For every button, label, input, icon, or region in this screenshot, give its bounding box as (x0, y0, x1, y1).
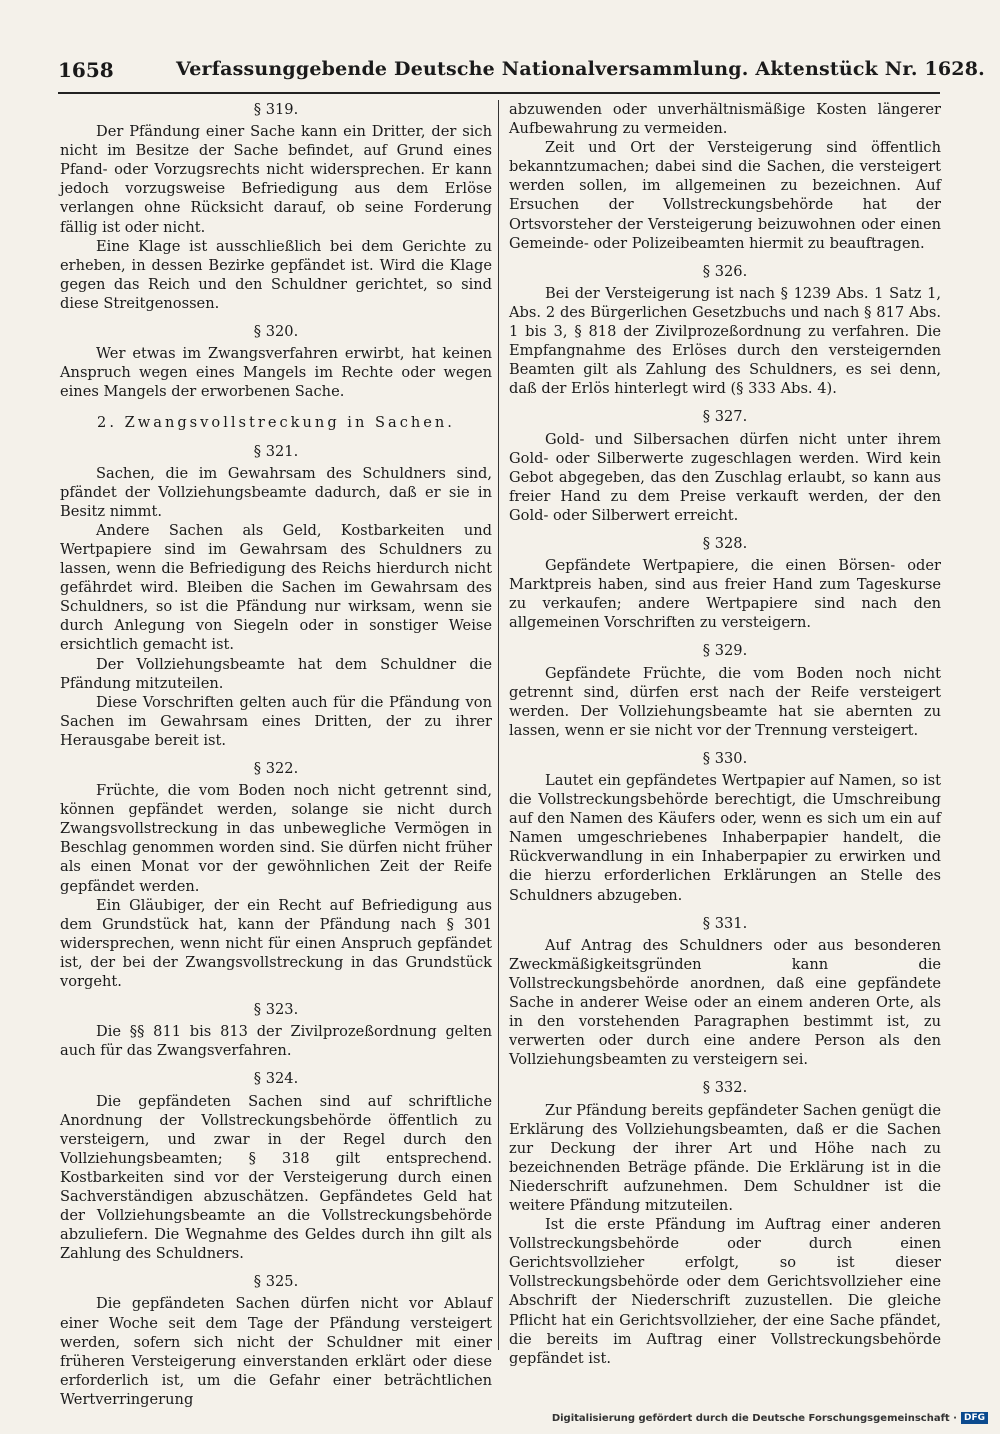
paragraph: Wer etwas im Zwangsverfahren erwirbt, hat keinen Anspruch wegen eines Mangels im Rechte oder wegen eines Mangels der erworbenen Sache. (60, 345, 492, 401)
paragraph: Diese Vorschriften gelten auch für die Pfändung von Sachen im Gewahrsam eines Dritten, der zu ihrer Herausgabe bereit ist. (60, 693, 492, 749)
paragraph: Gepfändete Wertpapiere, die einen Börsen- oder Marktpreis haben, sind aus freier Hand zum Tageskurse zu verkaufen; andere Wertpapiere sind nach den allgemeinen Vorschriften zu versteigern. (509, 557, 941, 632)
left-column (60, 100, 492, 1409)
section-heading: § 323. (253, 1001, 299, 1019)
paragraph: Eine Klage ist ausschließlich bei dem Gerichte zu erheben, in dessen Bezirke gepfändet ist. Wird die Klage gegen das Reich und den Schuldner gerichtet, so sind diese Streitgenossen. (60, 237, 492, 312)
section-heading: § 319. (253, 101, 299, 118)
section-heading: § 320. (253, 323, 299, 341)
chapter-heading: 2. Zwangsvollstreckung in Sachen. (97, 414, 455, 432)
section-heading: § 332. (702, 1079, 748, 1097)
footer-credit: Digitalisierung gefördert durch die Deutsche Forschungsgemeinschaft · (551, 1412, 957, 1424)
right-column (509, 100, 941, 1368)
page-header (58, 56, 985, 94)
paragraph: Die §§ 811 bis 813 der Zivilprozeßordnung gelten auch für das Zwangsverfahren. (60, 1023, 492, 1060)
paragraph: Ein Gläubiger, der ein Recht auf Befriedigung aus dem Grundstück hat, kann der Pfändung nach § 301 widersprechen, wenn nicht für einen Anspruch gepfändet ist, der bei der Zwangsvollstreckung in das Grundstück vorgeht. (60, 896, 492, 991)
paragraph: Auf Antrag des Schuldners oder aus besonderen Zweckmäßigkeitsgründen kann die Vollstreckungsbehörde anordnen, daß eine gepfändete Sache in anderer Weise oder an einem anderen Orte, als in den vorstehenden Paragraphen bestimmt ist, zu verwerten oder durch eine andere Person als den Vollziehungsbeamten zu versteigern sei. (509, 936, 941, 1069)
section-heading: § 330. (702, 749, 748, 767)
section-heading: § 329. (702, 642, 748, 660)
paragraph: Andere Sachen als Geld, Kostbarkeiten und Wertpapiere sind im Gewahrsam des Schuldners zu lassen, wenn die Befriedigung des Reichs hierdurch nicht gefährdet wird. Bleiben die Sachen im Gewahrsam des Schuldners, so ist die Pfändung nur wirksam, wenn sie durch Anlegung von Siegeln oder in sonstiger Weise ersichtlich gemacht ist. (60, 521, 492, 654)
section-heading: § 321. (253, 442, 299, 460)
column-divider (498, 100, 499, 1350)
paragraph: Ist die erste Pfändung im Auftrag einer anderen Vollstreckungsbehörde oder durch einen Gerichtsvollzieher erfolgt, so ist dieser Vollstreckungsbehörde oder dem Gerichtsvollzieher eine Abschrift der Niederschrift zuzustellen. Die gleiche Pflicht hat ein Gerichtsvollzieher, der eine Sache pfändet, die bereits im Auftrag einer Vollstreckungsbehörde gepfändet ist. (509, 1216, 941, 1367)
paragraph: Die gepfändeten Sachen sind auf schriftliche Anordnung der Vollstreckungsbehörde öffentlich zu versteigern, und zwar in der Regel durch den Vollziehungsbeamten; § 318 gilt entsprechend. Kostbarkeiten sind vor der Versteigerung durch einen Sachverständigen abzuschätzen. Gepfändetes Geld hat der Vollziehungsbeamte an die Vollstreckungsbehörde abzuliefern. Die Wegnahme des Geldes durch ihn gilt als Zahlung des Schuldners. (60, 1092, 492, 1263)
paragraph: Früchte, die vom Boden noch nicht getrennt sind, können gepfändet werden, solange sie nicht durch Zwangsvollstreckung in das unbewegliche Vermögen in Beschlag genommen worden sind. Sie dürfen nicht früher als einen Monat vor der gewöhnlichen Zeit der Reife gepfändet werden. (60, 782, 492, 895)
section-heading: § 322. (253, 760, 299, 777)
paragraph: Lautet ein gepfändetes Wertpapier auf Namen, so ist die Vollstreckungsbehörde berechtigt, die Umschreibung auf den Namen des Käufers oder, wenn es sich um ein auf Namen umgeschriebenes Inhaberpapier handelt, die Rückverwandlung in ein Inhaberpapier zu erwirken und die hierzu erforderlichen Erklärungen an Stelle des Schuldners abzugeben. (509, 772, 941, 904)
paragraph: Zur Pfändung bereits gepfändeter Sachen genügt die Erklärung des Vollziehungsbeamten, daß er die Sachen zur Deckung der ihrer Art und Höhe nach zu bezeichnenden Beträge pfände. Die Erklärung ist in die Niederschrift aufzunehmen. Dem Schuldner ist die weitere Pfändung mitzuteilen. (509, 1101, 941, 1214)
section-heading: § 326. (702, 262, 748, 280)
section-heading: § 324. (253, 1070, 299, 1088)
paragraph: Zeit und Ort der Versteigerung sind öffentlich bekanntzumachen; dabei sind die Sachen, die versteigert werden sollen, im allgemeinen zu bezeichnen. Auf Ersuchen der Vollstreckungsbehörde hat der Ortsvorsteher der Versteigerung beizuwohnen oder einen Gemeinde- oder Polizeibeamten hiermit zu beauftragen. (509, 139, 941, 252)
dfg-logo: DFG (961, 1412, 988, 1424)
footer (552, 1412, 988, 1424)
paragraph: abzuwenden oder unverhältnismäßige Kosten längerer Aufbewahrung zu vermeiden. (509, 101, 941, 138)
page-number: 1658 (58, 58, 114, 82)
section-heading: § 328. (702, 534, 748, 552)
section-heading: § 331. (702, 914, 748, 932)
paragraph: Der Pfändung einer Sache kann ein Dritter, der sich nicht im Besitze der Sache befindet, auf Grund eines Pfand- oder Vorzugsrechts nicht widersprechen. Er kann jedoch vorzugsweise Befriedigung aus dem Erlöse verlangen ohne Rücksicht darauf, ob seine Forderung fällig ist oder nicht. (60, 123, 492, 236)
paragraph: Gepfändete Früchte, die vom Boden noch nicht getrennt sind, dürfen erst nach der Reife versteigert werden. Der Vollziehungsbeamte hat sie abernten zu lassen, wenn er sie nicht vor der Trennung versteigert. (509, 664, 941, 739)
paragraph: Die gepfändeten Sachen dürfen nicht vor Ablauf einer Woche seit dem Tage der Pfändung versteigert werden, sofern sich nicht der Schuldner mit einer früheren Versteigerung einverstanden erklärt oder diese erforderlich ist, um die Gefahr einer beträchtlichen Wertverringerung (60, 1295, 492, 1408)
section-heading: § 327. (702, 408, 748, 426)
section-heading: § 325. (253, 1273, 299, 1291)
paragraph: Bei der Versteigerung ist nach § 1239 Abs. 1 Satz 1, Abs. 2 des Bürgerlichen Gesetzbuchs und nach § 817 Abs. 1 bis 3, § 818 der Zivilprozeßordnung zu verfahren. Die Empfangnahme des Erlöses durch den versteigernden Beamten gilt als Zahlung des Schuldners, es sei denn, daß der Erlös hinterlegt wird (§ 333 Abs. 4). (509, 284, 941, 398)
running-title: Verfassunggebende Deutsche Nationalversammlung. Aktenstück Nr. 1628. (176, 58, 985, 80)
paragraph: Sachen, die im Gewahrsam des Schuldners sind, pfändet der Vollziehungsbeamte dadurch, daß er sie in Besitz nimmt. (60, 464, 492, 520)
paragraph: Der Vollziehungsbeamte hat dem Schuldner die Pfändung mitzuteilen. (60, 655, 492, 692)
paragraph: Gold- und Silbersachen dürfen nicht unter ihrem Gold- oder Silberwerte zugeschlagen werden. Wird kein Gebot abgegeben, das den Zuschlag erlaubt, so kann aus freier Hand zu dem Preise verkauft werden, der den Gold- oder Silberwert erreicht. (509, 430, 941, 524)
